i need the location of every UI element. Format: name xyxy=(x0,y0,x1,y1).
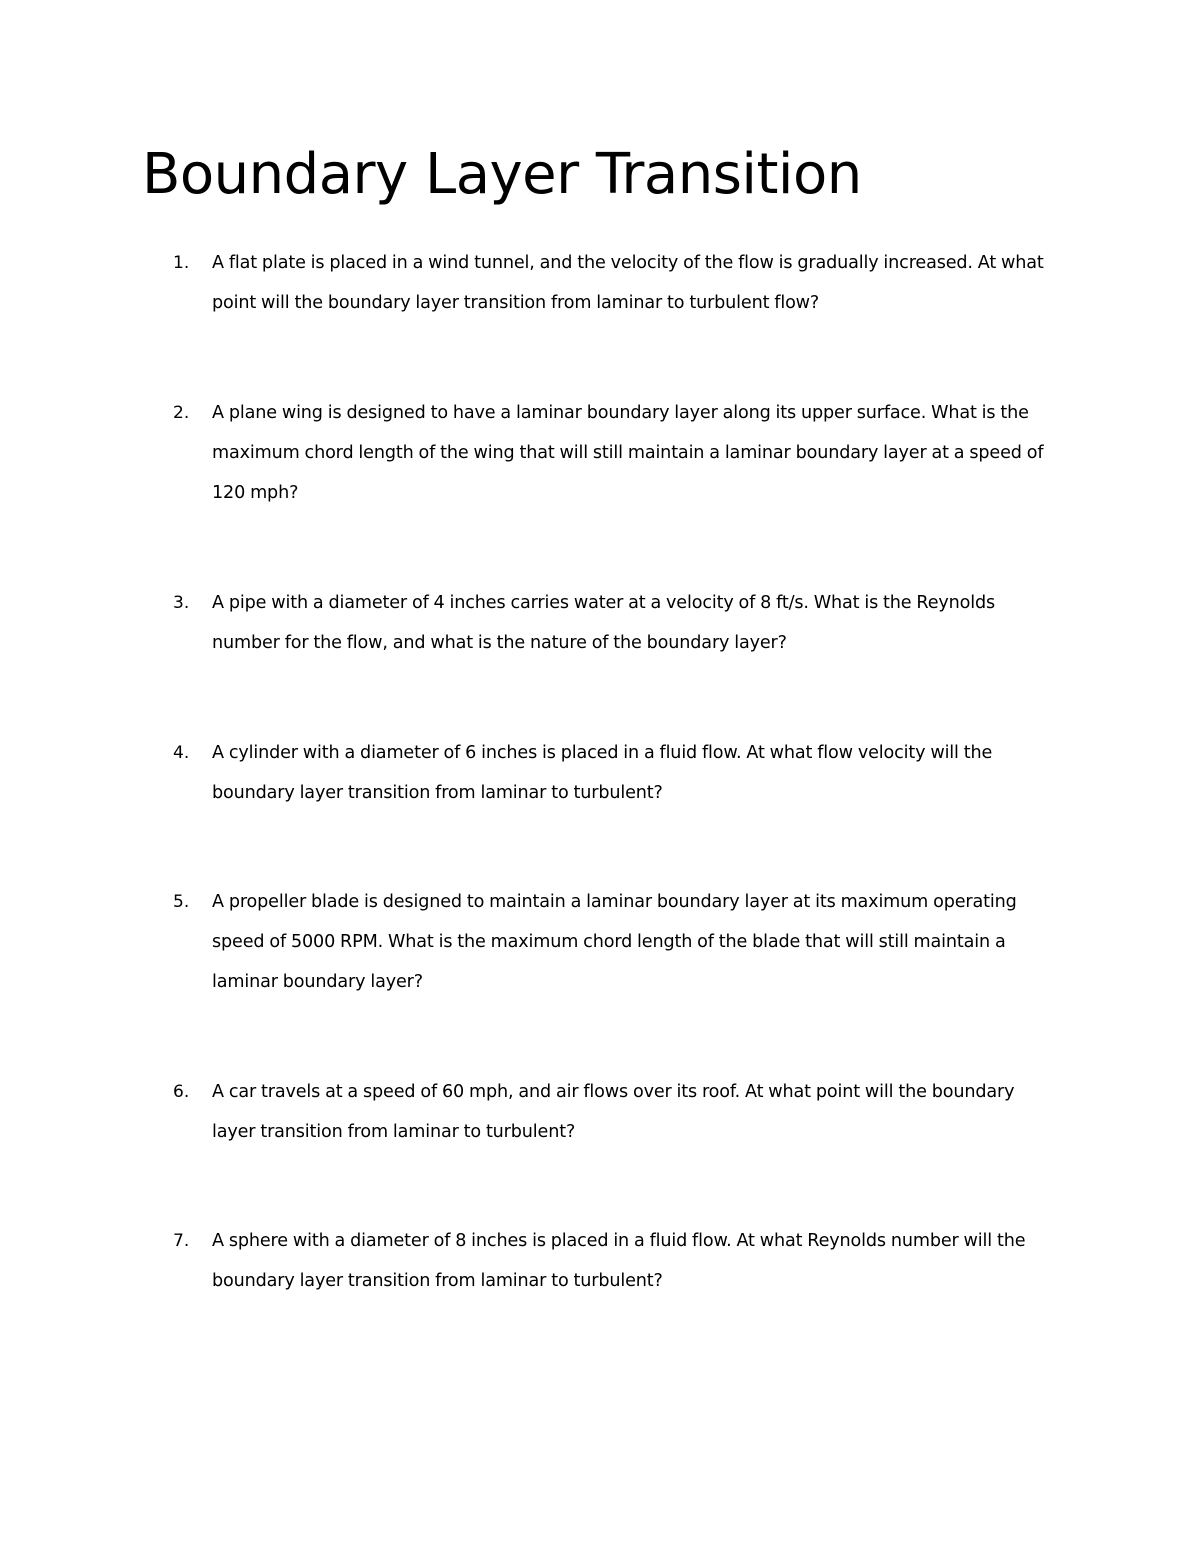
question-number: 7. xyxy=(173,1231,190,1251)
question-text xyxy=(212,393,1072,513)
question-line: boundary layer transition from laminar to turbulent? xyxy=(212,783,663,803)
question-text xyxy=(212,882,1072,1002)
question-number: 1. xyxy=(173,253,190,273)
question-line: A sphere with a diameter of 8 inches is placed in a fluid flow. At what Reynolds number will the xyxy=(212,1231,1026,1251)
question-line: A car travels at a speed of 60 mph, and air flows over its roof. At what point will the boundary xyxy=(212,1082,1015,1102)
question-number: 4. xyxy=(173,743,190,763)
question-line: layer transition from laminar to turbulent? xyxy=(212,1122,576,1142)
question-line: A flat plate is placed in a wind tunnel, and the velocity of the flow is gradually increased. At what xyxy=(212,253,1044,273)
question-text xyxy=(212,243,1072,323)
question-line: number for the flow, and what is the nature of the boundary layer? xyxy=(212,633,787,653)
page-title: Boundary Layer Transition xyxy=(142,142,862,207)
question-line: point will the boundary layer transition from laminar to turbulent flow? xyxy=(212,293,820,313)
question-line: boundary layer transition from laminar to turbulent? xyxy=(212,1271,663,1291)
question-number: 2. xyxy=(173,403,190,423)
question-line: A propeller blade is designed to maintain a laminar boundary layer at its maximum operating xyxy=(212,892,1017,912)
question-line: A plane wing is designed to have a laminar boundary layer along its upper surface. What is the xyxy=(212,403,1029,423)
question-line: speed of 5000 RPM. What is the maximum chord length of the blade that will still maintain a xyxy=(212,932,1006,952)
question-number: 3. xyxy=(173,593,190,613)
question-number: 5. xyxy=(173,892,190,912)
question-text xyxy=(212,1221,1072,1301)
question-text xyxy=(212,1072,1072,1152)
question-line: A cylinder with a diameter of 6 inches is placed in a fluid flow. At what flow velocity will the xyxy=(212,743,993,763)
question-line: A pipe with a diameter of 4 inches carries water at a velocity of 8 ft/s. What is the Reynolds xyxy=(212,593,996,613)
question-text xyxy=(212,583,1072,663)
question-line: 120 mph? xyxy=(212,483,299,503)
question-text xyxy=(212,733,1072,813)
question-number: 6. xyxy=(173,1082,190,1102)
question-line: maximum chord length of the wing that will still maintain a laminar boundary layer at a speed of xyxy=(212,443,1044,463)
question-line: laminar boundary layer? xyxy=(212,972,423,992)
